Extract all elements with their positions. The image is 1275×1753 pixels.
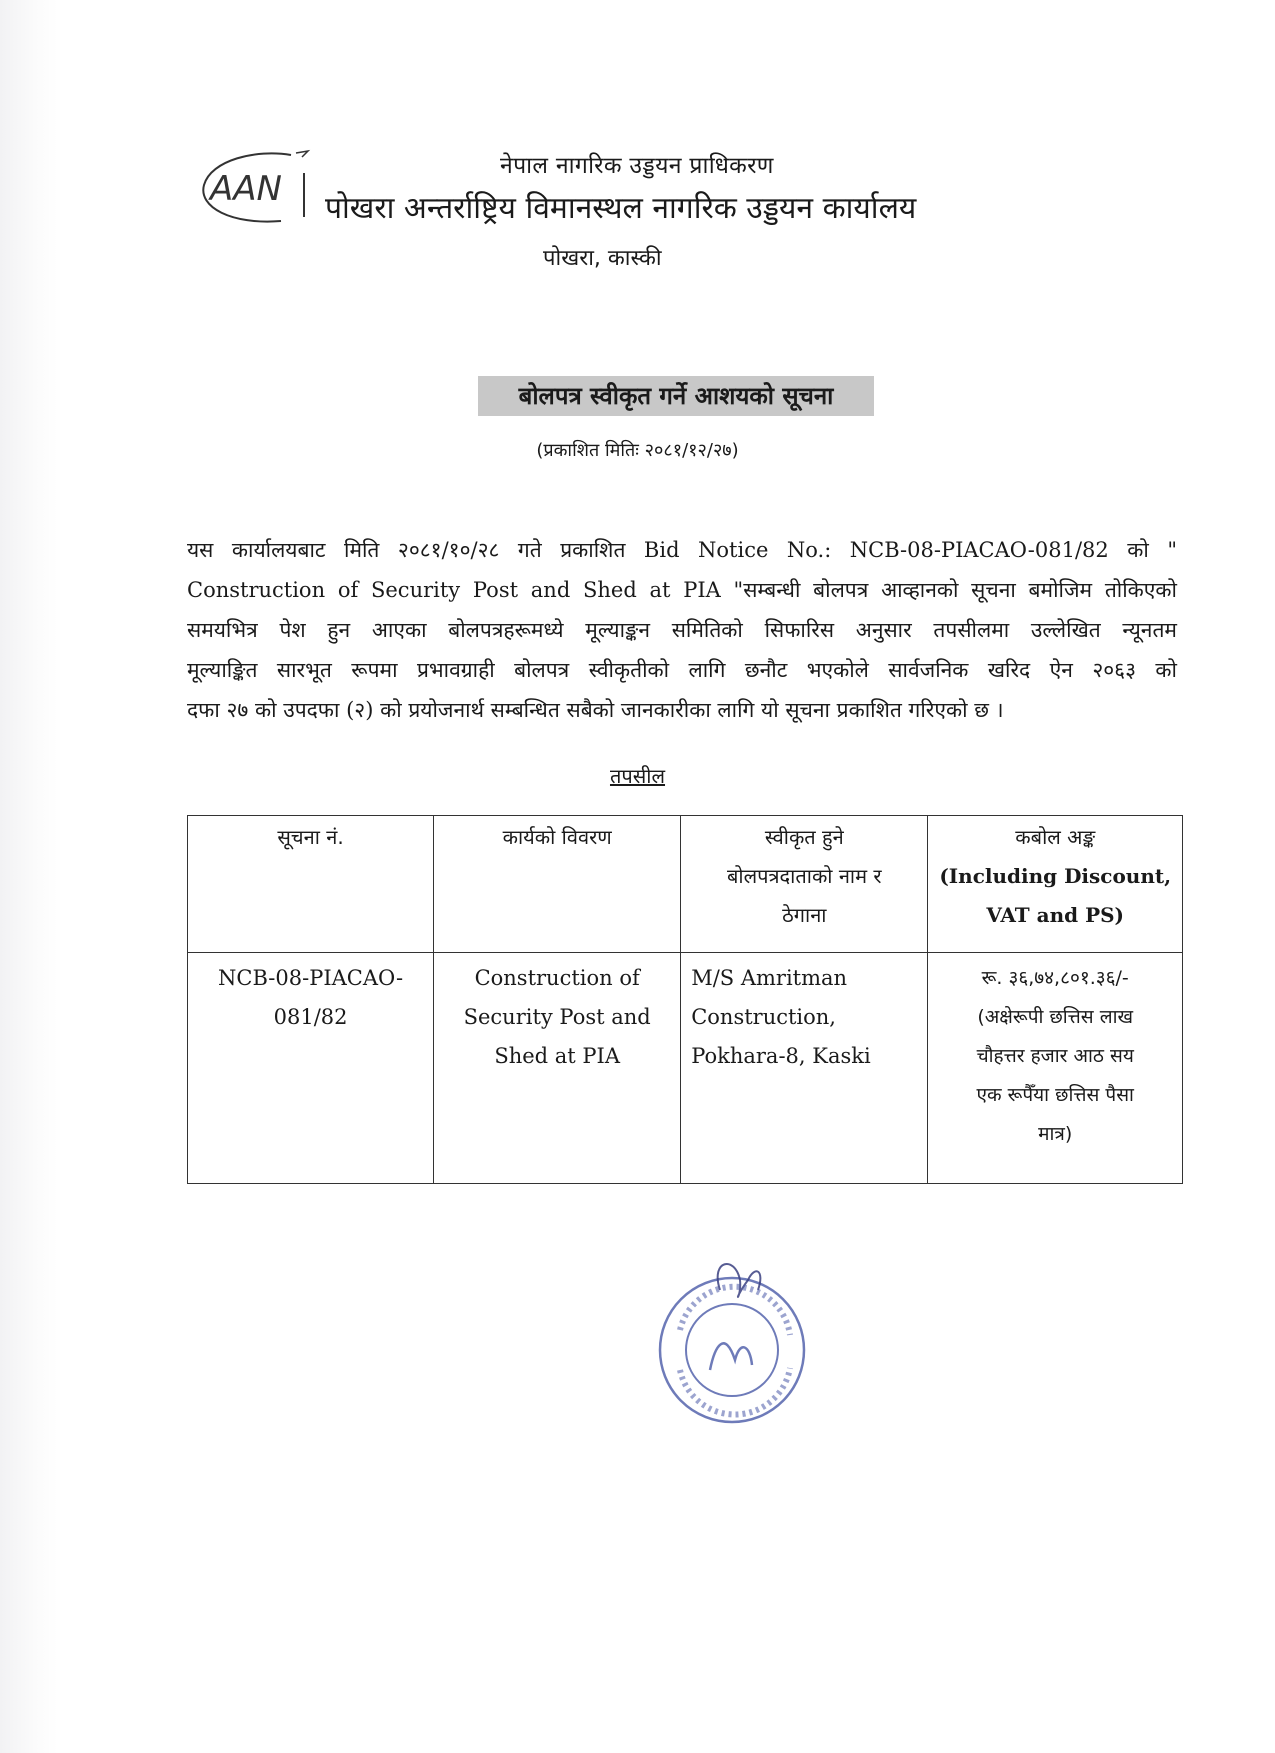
notice-title: बोलपत्र स्वीकृत गर्ने आशयको सूचना <box>478 376 874 416</box>
header-bidder-line: स्वीकृत हुने <box>764 825 844 849</box>
schedule-heading <box>0 762 1275 789</box>
cell-bid-amount <box>928 953 1183 1184</box>
header-amount-line: कबोल अङ्क <box>1015 825 1096 849</box>
schedule-table <box>187 815 1183 1184</box>
cell-line: मात्र) <box>1038 1123 1073 1145</box>
header-amount-line: VAT and PS) <box>986 903 1125 927</box>
cell-line: Construction, <box>691 1005 836 1029</box>
org-name: नेपाल नागरिक उड्डयन प्राधिकरण <box>500 153 774 179</box>
header-bidder <box>681 816 928 953</box>
table-row <box>188 953 1183 1184</box>
office-location: पोखरा, कास्की <box>543 246 662 271</box>
office-name: पोखरा अन्तर्राष्ट्रिय विमानस्थल नागरिक उड्डयन कार्यालय <box>325 191 917 226</box>
publish-date: (प्रकाशित मितिः २०८१/१२/२७) <box>536 440 739 461</box>
schedule-heading-text: तपसील <box>609 764 666 788</box>
cell-line: 081/82 <box>273 1005 348 1029</box>
header-bid-amount <box>928 816 1183 953</box>
cell-line: M/S Amritman <box>691 966 848 990</box>
header-bidder-line: बोलपत्रदाताको नाम र <box>727 864 882 888</box>
page-edge-shadow <box>0 0 58 1753</box>
body-line: यस कार्यालयबाट मिति २०८१/१०/२८ गते प्रकाशित Bid Notice No.: NCB-08-PIACAO-081/82 को " <box>187 538 1177 562</box>
cell-line: NCB-08-PIACAO- <box>218 966 404 990</box>
official-stamp-seal <box>640 1250 820 1430</box>
caan-logo <box>196 145 316 235</box>
cell-bidder <box>681 953 928 1184</box>
header-notice-no: सूचना नं. <box>188 816 434 953</box>
body-line: समयभित्र पेश हुन आएका बोलपत्रहरूमध्ये मूल्याङ्कन समितिको सिफारिस अनुसार तपसीलमा उल्लेखित न्यूनतम <box>187 618 1177 642</box>
cell-line: Pokhara-8, Kaski <box>691 1044 871 1068</box>
header-bidder-line: ठेगाना <box>782 903 827 927</box>
header-work-description: कार्यको विवरण <box>434 816 681 953</box>
cell-work-description <box>434 953 681 1184</box>
notice-body <box>187 530 1177 730</box>
cell-line: Construction of <box>474 966 640 990</box>
cell-line: (अक्षेरूपी छत्तिस लाख <box>977 1006 1134 1028</box>
table-header-row <box>188 816 1183 953</box>
header-amount-line: (Including Discount, <box>939 864 1172 888</box>
body-line: Construction of Security Post and Shed at PIA "सम्बन्धी बोलपत्र आव्हानको सूचना बमोजिम तोकिएको <box>187 578 1177 602</box>
cell-line: चौहत्तर हजार आठ सय <box>976 1045 1134 1067</box>
body-line: मूल्याङ्कित सारभूत रूपमा प्रभावग्राही बोलपत्र स्वीकृतीको लागि छनौट भएकोले सार्वजनिक खरिद ऐन २०६३ को <box>187 658 1177 682</box>
body-line: दफा २७ को उपदफा (२) को प्रयोजनार्थ सम्बन्धित सबैको जानकारीका लागि यो सूचना प्रकाशित गरिएको छ । <box>187 698 1004 722</box>
cell-line: Security Post and <box>463 1005 651 1029</box>
cell-line: Shed at PIA <box>494 1044 621 1068</box>
cell-line: रू. ३६,७४,८०१.३६/- <box>981 967 1129 989</box>
logo-text: AAN <box>210 169 282 209</box>
cell-notice-no <box>188 953 434 1184</box>
cell-line: एक रूपैँया छत्तिस पैसा <box>976 1084 1134 1106</box>
